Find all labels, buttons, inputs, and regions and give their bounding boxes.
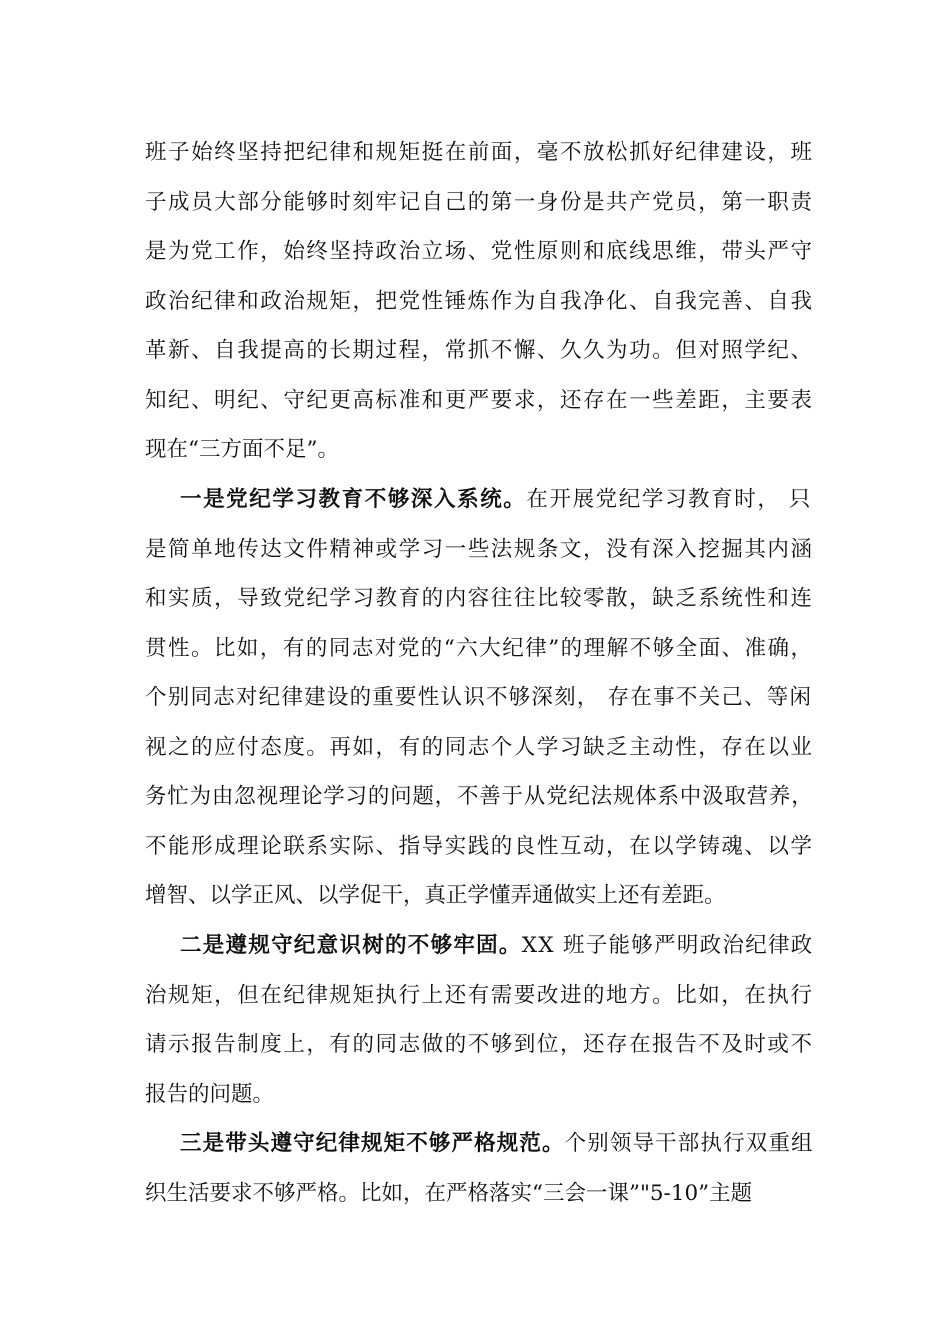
text-run: 务忙为由忽视理论学习的问题，不善于从党纪法规体系中汲取营养， <box>145 784 814 809</box>
text-run: 织生活要求不够严格。比如，在严格落实“三会一课”"5-10”主题 <box>145 1181 753 1206</box>
text-line <box>145 138 815 168</box>
text-run: 报告的问题。 <box>145 1082 275 1107</box>
text-run: 革新、自我提高的长期过程，常抓不懈、久久为功。但对照学纪、 <box>145 338 814 363</box>
text-line <box>145 782 815 812</box>
text-run: 个别同志对纪律建设的重要性认识不够深刻， 存在事不关己、等闲 <box>145 685 813 710</box>
text-run: 视之的应付态度。再如，有的同志个人学习缺乏主动性，存在以业 <box>145 735 814 760</box>
text-run: 知纪、明纪、守纪更高标准和更严要求，还存在一些差距，主要表 <box>145 388 814 413</box>
text-line <box>145 1080 815 1110</box>
text-line <box>145 188 815 218</box>
text-line <box>145 386 815 416</box>
text-run: 政治纪律和政治规矩，把党性锤炼作为自我净化、自我完善、自我 <box>145 289 814 314</box>
text-run: 请示报告制度上，有的同志做的不够到位，还存在报告不及时或不 <box>145 1032 814 1057</box>
text-line <box>145 1030 815 1060</box>
text-run: 个别领导干部执行双重组 <box>564 1131 814 1156</box>
text-run: 是简单地传达文件精神或学习一些法规条文，没有深入挖掘其内涵 <box>145 537 814 562</box>
section-heading: 二是遵规守纪意识树的不够牢固。 <box>180 933 522 958</box>
text-line <box>145 584 815 614</box>
text-line <box>145 881 815 911</box>
text-line <box>145 683 815 713</box>
text-line <box>180 485 815 515</box>
text-run: 现在“三方面不足”。 <box>145 437 339 462</box>
section-heading: 一是党纪学习教育不够深入系统。 <box>180 487 527 512</box>
text-line <box>145 1179 815 1209</box>
text-line <box>145 336 815 366</box>
text-line <box>145 634 815 664</box>
text-run: 贯性。比如，有的同志对党的“六大纪律”的理解不够全面、准确， <box>145 636 814 661</box>
text-run: 子成员大部分能够时刻牢记自己的第一身份是共产党员，第一职责 <box>145 190 814 215</box>
text-run: 班子始终坚持把纪律和规矩挺在前面，毫不放松抓好纪律建设，班 <box>145 140 814 165</box>
text-run: 治规矩，但在纪律规矩执行上还有需要改进的地方。比如，在执行 <box>145 983 814 1008</box>
text-line <box>180 1129 815 1159</box>
text-line <box>180 931 815 961</box>
text-run: 不能形成理论联系实际、指导实践的良性互动，在以学铸魂、以学 <box>145 834 814 859</box>
text-line <box>145 832 815 862</box>
text-run: 和实质，导致党纪学习教育的内容往往比较零散，缺乏系统性和连 <box>145 586 814 611</box>
text-run: 增智、以学正风、以学促干，真正学懂弄通做实上还有差距。 <box>145 883 726 908</box>
text-run: XX 班子能够严明政治纪律政 <box>521 933 814 958</box>
text-line <box>145 733 815 763</box>
section-heading: 三是带头遵守纪律规矩不够严格规范。 <box>180 1131 565 1156</box>
text-line <box>145 435 815 465</box>
text-run: 是为党工作，始终坚持政治立场、党性原则和底线思维，带头严守 <box>145 239 814 264</box>
text-run: 在开展党纪学习教育时， 只 <box>526 487 812 512</box>
text-line <box>145 237 815 267</box>
text-line <box>145 981 815 1011</box>
text-line <box>145 535 815 565</box>
text-line <box>145 287 815 317</box>
